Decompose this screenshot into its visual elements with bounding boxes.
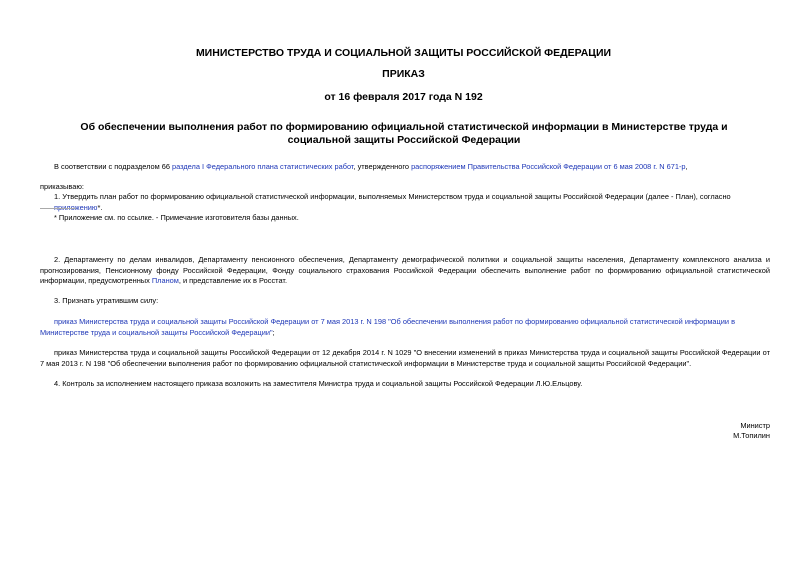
intro-text-1: В соответствии с подразделом 66	[54, 162, 172, 171]
item-1	[54, 192, 774, 213]
ministry-title: МИНИСТЕРСТВО ТРУДА И СОЦИАЛЬНОЙ ЗАЩИТЫ РОССИЙСКОЙ ФЕДЕРАЦИИ	[195, 47, 612, 59]
item-4: 4. Контроль за исполнением настоящего приказа возложить на заместителя Министра труда и социальной защиты Российской Федерации Л.Ю.Ельцову.	[54, 379, 583, 388]
government-order-link[interactable]: распоряжением Правительства Российской Федерации от 6 мая 2008 г. N 671-р	[411, 162, 686, 171]
plan-link[interactable]: Планом	[151, 276, 179, 285]
void-order-1-tail: ;	[272, 327, 275, 337]
signature-position: Министр	[740, 421, 770, 430]
federal-plan-link[interactable]: раздела I Федерального плана статистических работ	[172, 162, 354, 171]
doc-type-title: ПРИКАЗ	[382, 68, 425, 80]
order-198-link[interactable]: приказ Министерства труда и социальной защиты Российской Федерации от 7 мая 2013 г. N 198 "Об обеспечении выполнения работ по формированию официальной статистической информации в Министерстве труда и социальной защиты Российской Федерации"	[40, 317, 735, 337]
appendix-link[interactable]: приложению	[54, 202, 98, 212]
signature-name: М.Топилин	[733, 431, 770, 440]
orders-word: приказываю:	[40, 182, 84, 191]
item-2-text: 2. Департаменту по делам инвалидов, Департаменту пенсионного обеспечения, Департаменту демографической политики и социальной защиты населения, Департаменту комплексного анализа и прогнозирования, Пенсионному фонду Российской Федерации, Фонду социального страхования Российской Федерации обеспечить выполнение работ по формированию официальной статистической информации, предусмотренных	[40, 255, 770, 285]
footnote-divider	[40, 208, 76, 209]
footnote: * Приложение см. по ссылке. - Примечание изготовителя базы данных.	[54, 213, 299, 222]
intro-text-3: ,	[685, 162, 688, 171]
item-1-text: 1. Утвердить план работ по формированию официальной статистической информации, выполняемых Министерством труда и социальной защиты Российской Федерации (далее - План), согласно	[54, 192, 731, 201]
item-1-tail: *.	[97, 202, 103, 212]
item-2-tail: , и представление их в Росстат.	[178, 276, 288, 285]
doc-date-number: от 16 февраля 2017 года N 192	[324, 91, 483, 103]
doc-subject: Об обеспечении выполнения работ по формированию официальной статистической информации в Министерстве труда и социальной защиты Российской Федерации	[80, 121, 728, 146]
intro-text-2: , утвержденного	[353, 162, 412, 171]
void-order-2: приказ Министерства труда и социальной защиты Российской Федерации от 12 декабря 2014 г. N 1029 "О внесении изменений в приказ Министерства труда и социальной защиты Российской Федерации от 7 мая 2013 г. N 198 "Об обеспечении выполнения работ по формированию официальной статистической информации в Министерстве труда и социальной защиты Российской Федерации".	[40, 348, 770, 368]
item-2	[40, 255, 770, 287]
item-3: 3. Признать утратившим силу:	[54, 296, 159, 305]
intro-paragraph	[54, 162, 774, 173]
void-order-1	[40, 317, 770, 338]
